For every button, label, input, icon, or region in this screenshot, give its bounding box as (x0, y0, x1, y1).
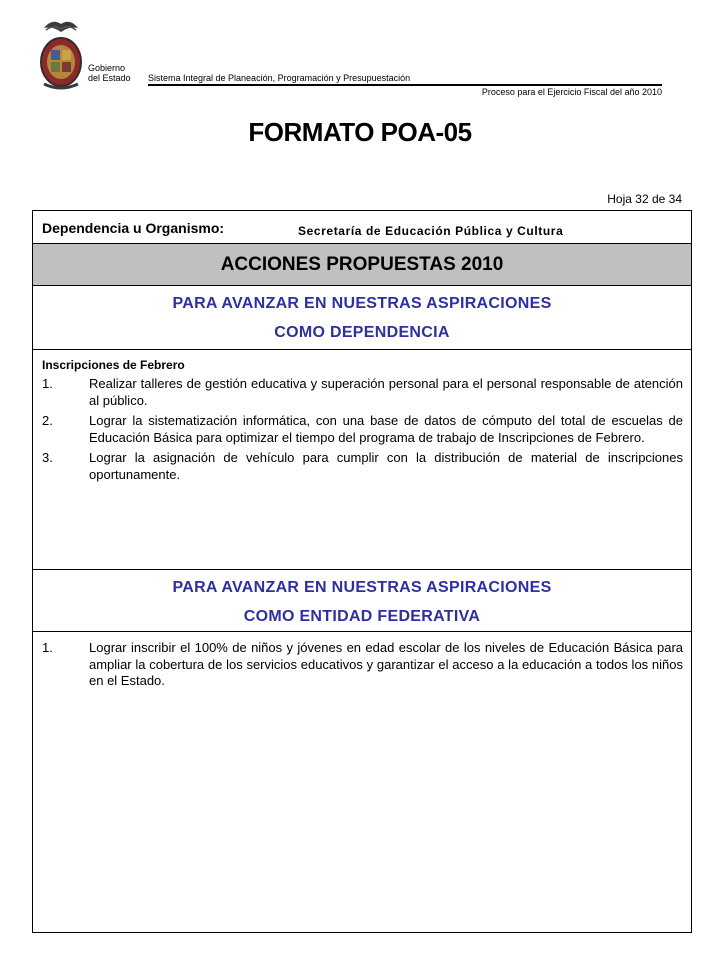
list-item (42, 450, 683, 483)
item-number: 3. (42, 450, 53, 465)
government-line-2: del Estado (88, 73, 131, 83)
section1-line2: COMO DEPENDENCIA (274, 324, 450, 341)
list-item (42, 376, 683, 409)
dependency-value: Secretaría de Educación Pública y Cultura (298, 224, 564, 238)
system-name: Sistema Integral de Planeación, Programación y Presupuestación (148, 73, 411, 83)
form-frame (32, 210, 692, 933)
section-dependency-body (33, 350, 691, 570)
dependency-row (33, 211, 691, 244)
section2-line1: PARA AVANZAR EN NUESTRAS ASPIRACIONES (172, 579, 552, 596)
page-title: FORMATO POA-05 (248, 117, 472, 147)
item-number: 1. (42, 640, 53, 655)
section2-line2: COMO ENTIDAD FEDERATIVA (243, 608, 481, 625)
sheet-number: Hoja 32 de 34 (607, 192, 682, 206)
government-label (88, 63, 131, 83)
government-line-1: Gobierno (88, 63, 126, 73)
item-text: Lograr la asignación de vehículo para cumplir con la distribución de material de inscripciones oportunamente. (89, 450, 683, 482)
section1-subheading: Inscripciones de Febrero (42, 358, 185, 372)
state-coat-of-arms-icon (36, 16, 86, 98)
header-rule (148, 84, 662, 86)
actions-title-bar: ACCIONES PROPUESTAS 2010 (33, 244, 691, 286)
item-text: Lograr la sistematización informática, con una base de datos de cómputo del total de escuelas de Educación Básica para optimizar el tiempo del programa de trabajo de Inscripciones de Febrero. (89, 413, 683, 445)
section-state-body (33, 632, 691, 932)
item-text: Realizar talleres de gestión educativa y superación personal para el personal responsable de atención al público. (89, 376, 683, 408)
section-dependency-heading (33, 286, 691, 350)
section-state-heading (33, 570, 691, 632)
item-number: 2. (42, 413, 53, 428)
process-label: Proceso para el Ejercicio Fiscal del año 2010 (481, 87, 662, 97)
list-item (42, 413, 683, 446)
dependency-label: Dependencia u Organismo: (42, 220, 225, 236)
item-number: 1. (42, 376, 53, 391)
section1-line1: PARA AVANZAR EN NUESTRAS ASPIRACIONES (172, 295, 552, 312)
item-text: Lograr inscribir el 100% de niños y jóvenes en edad escolar de los niveles de Educación Básica para ampliar la cobertura de los servicios educativos y garantizar el acceso a la educación a todos los niños en el Estado. (89, 640, 683, 688)
list-item (42, 640, 683, 690)
